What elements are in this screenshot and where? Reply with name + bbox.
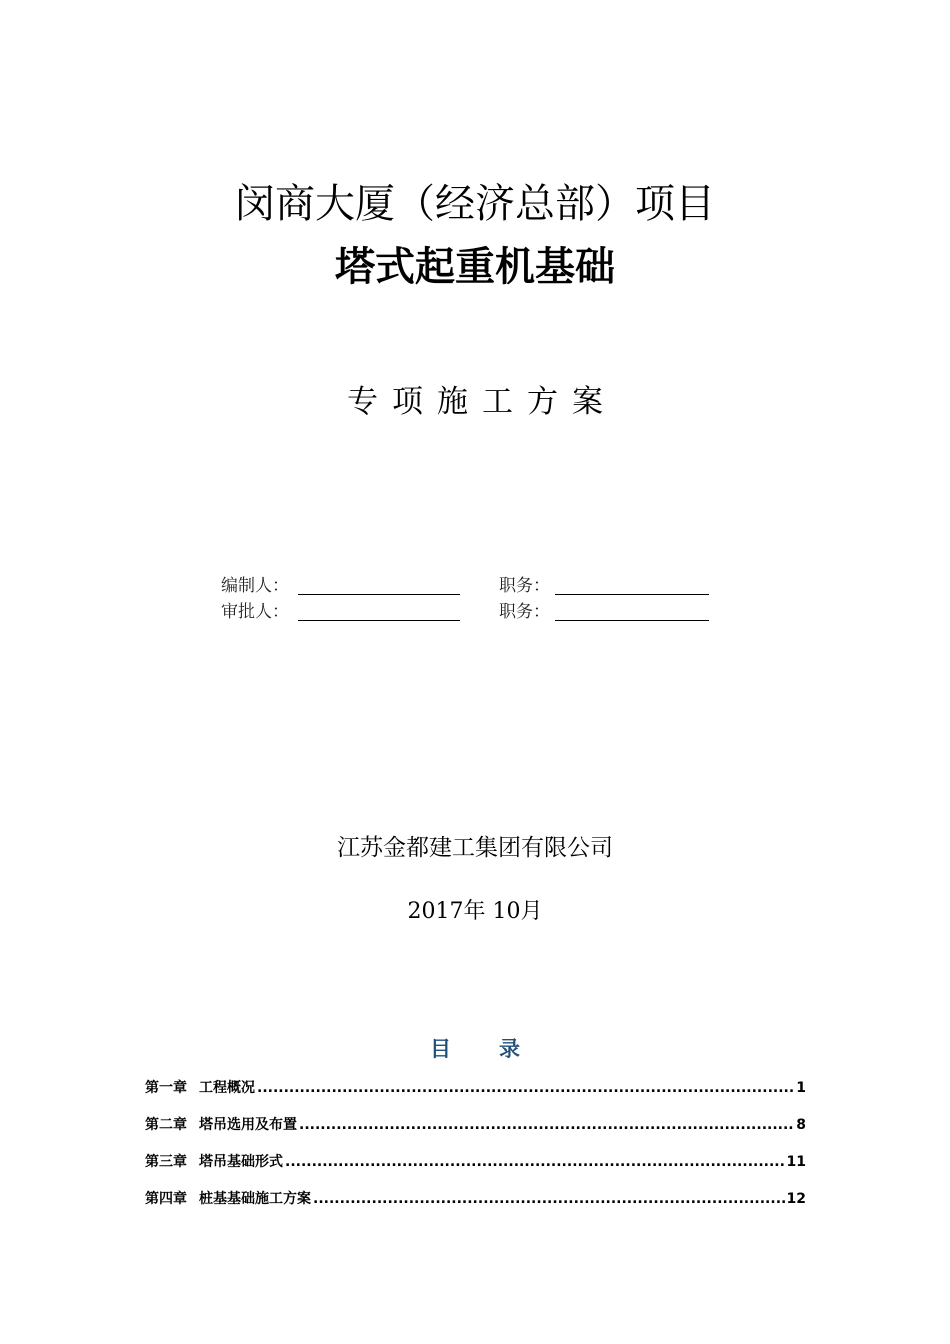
compiler-duty-label: 职务： [499, 576, 550, 596]
document-title-line2: 塔式起重机基础 [335, 244, 615, 290]
table-of-contents [145, 1077, 806, 1225]
company-name: 江苏金都建工集团有限公司 [337, 835, 613, 861]
compiler-duty-line [555, 594, 709, 595]
toc-title: 桩基基础施工方案 [199, 1191, 311, 1207]
toc-chapter: 第三章 [145, 1154, 187, 1170]
toc-dot-leader [299, 1117, 794, 1133]
approver-label: 审批人： [221, 602, 289, 622]
toc-item-4[interactable] [145, 1188, 806, 1225]
toc-item-3[interactable] [145, 1151, 806, 1188]
toc-chapter: 第二章 [145, 1117, 187, 1133]
toc-title: 塔吊选用及布置 [199, 1117, 297, 1133]
toc-item-1[interactable] [145, 1077, 806, 1114]
toc-chapter: 第一章 [145, 1080, 187, 1096]
toc-heading-left: 目 [430, 1037, 451, 1061]
document-date: 2017年 10月 [407, 899, 543, 924]
approver-signature-line [298, 620, 460, 621]
toc-heading-right: 录 [499, 1037, 520, 1061]
toc-heading [0, 1035, 950, 1063]
toc-title: 塔吊基础形式 [199, 1154, 283, 1170]
toc-page-number: 8 [796, 1117, 806, 1133]
toc-item-2[interactable] [145, 1114, 806, 1151]
signature-row-approver [221, 600, 721, 624]
toc-title: 工程概况 [199, 1080, 255, 1096]
toc-page-number: 12 [786, 1191, 806, 1207]
signature-row-compiler [221, 574, 721, 598]
toc-dot-leader [257, 1080, 794, 1096]
compiler-signature-line [298, 594, 460, 595]
compiler-label: 编制人： [221, 576, 289, 596]
toc-page-number: 1 [796, 1080, 806, 1096]
toc-page-number: 11 [786, 1154, 806, 1170]
toc-dot-leader [285, 1154, 785, 1170]
toc-dot-leader [313, 1191, 785, 1207]
document-title-line1: 闵商大厦（经济总部）项目 [235, 181, 715, 227]
toc-chapter: 第四章 [145, 1191, 187, 1207]
approver-duty-line [555, 620, 709, 621]
document-subtitle: 专项施工方案 [347, 384, 617, 420]
approver-duty-label: 职务： [499, 602, 550, 622]
